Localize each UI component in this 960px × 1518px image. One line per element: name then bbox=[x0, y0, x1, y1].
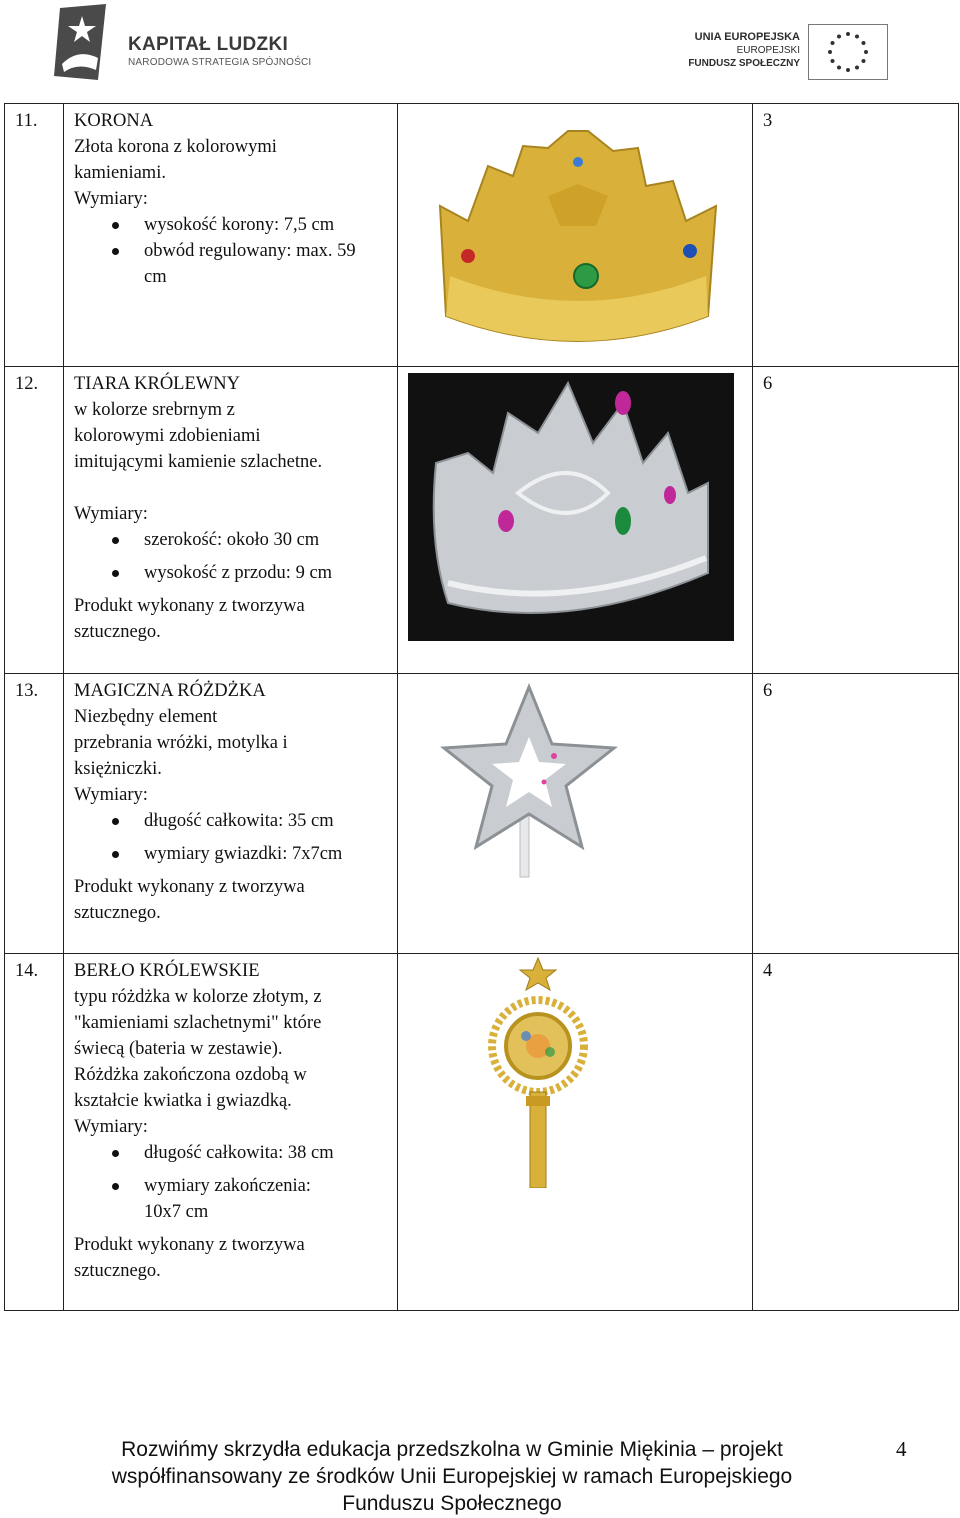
footer-text bbox=[52, 1436, 852, 1517]
star-wand-icon bbox=[434, 682, 624, 882]
spacer bbox=[74, 475, 391, 501]
eu-flag-icon bbox=[808, 24, 888, 80]
row-image-cell bbox=[398, 954, 753, 1311]
description-line: Złota korona z kolorowymi bbox=[74, 137, 277, 157]
material-note: Produkt wykonany z tworzywa sztucznego. bbox=[74, 877, 305, 923]
row-number: 14. bbox=[5, 954, 64, 1311]
description-line: imitującymi kamienie szlachetne. bbox=[74, 452, 323, 472]
description-line: kamieniami. bbox=[74, 163, 166, 183]
description-line: w kolorze srebrnym z bbox=[74, 400, 235, 420]
row-description bbox=[64, 674, 398, 954]
description-line: przebrania wróżki, motylka i bbox=[74, 733, 288, 753]
logo-left-subtitle: NARODOWA STRATEGIA SPÓJNOŚCI bbox=[128, 57, 312, 68]
list-item: długość całkowita: 35 cm bbox=[144, 808, 391, 834]
dimensions-label: Wymiary: bbox=[74, 1117, 148, 1137]
dimensions-list bbox=[74, 808, 391, 867]
description-line: Niezbędny element bbox=[74, 707, 218, 727]
dimensions-label: Wymiary: bbox=[74, 785, 148, 805]
product-name: TIARA KRÓLEWNY bbox=[74, 374, 240, 394]
description-line: typu różdżka w kolorze złotym, z bbox=[74, 987, 322, 1007]
eu-logo-text bbox=[688, 31, 800, 70]
list-item: obwód regulowany: max. 59 cm bbox=[144, 238, 374, 290]
crown-icon bbox=[428, 126, 728, 351]
row-number: 13. bbox=[5, 674, 64, 954]
list-item: wysokość korony: 7,5 cm bbox=[144, 212, 391, 238]
list-item: wymiary zakończenia: 10x7 cm bbox=[144, 1173, 344, 1225]
description-line: kolorowymi zdobieniami bbox=[74, 426, 261, 446]
star-wand-image bbox=[398, 674, 752, 946]
row-description bbox=[64, 954, 398, 1311]
row-image-cell bbox=[398, 674, 753, 954]
row-quantity: 4 bbox=[753, 954, 959, 1311]
product-name: KORONA bbox=[74, 111, 154, 131]
dimensions-list bbox=[74, 212, 391, 290]
row-quantity: 6 bbox=[753, 674, 959, 954]
material-note: Produkt wykonany z tworzywa sztucznego. bbox=[74, 1235, 305, 1281]
page-number: 4 bbox=[896, 1437, 907, 1461]
row-quantity: 6 bbox=[753, 367, 959, 674]
eu-logo-line2: EUROPEJSKI bbox=[736, 45, 800, 56]
row-number: 12. bbox=[5, 367, 64, 674]
scepter-icon bbox=[478, 956, 598, 1188]
material-note: Produkt wykonany z tworzywa sztucznego. bbox=[74, 596, 305, 642]
eu-logo bbox=[688, 22, 892, 82]
description-line: księżniczki. bbox=[74, 759, 162, 779]
table-row bbox=[5, 367, 959, 674]
kapital-ludzki-emblem-icon bbox=[52, 4, 112, 84]
row-number: 11. bbox=[5, 104, 64, 367]
table-row bbox=[5, 674, 959, 954]
row-description bbox=[64, 104, 398, 367]
table-row bbox=[5, 954, 959, 1311]
silver-tiara-image bbox=[398, 367, 752, 667]
row-image-cell bbox=[398, 367, 753, 674]
dimensions-label: Wymiary: bbox=[74, 504, 148, 524]
eu-logo-line1: UNIA EUROPEJSKA bbox=[694, 31, 800, 43]
tiara-icon bbox=[408, 373, 734, 641]
gold-crown-image bbox=[398, 104, 752, 362]
footer-line: Funduszu Społecznego bbox=[342, 1492, 562, 1515]
kapital-ludzki-logo bbox=[52, 4, 312, 84]
list-item: długość całkowita: 38 cm bbox=[144, 1140, 391, 1166]
product-table bbox=[4, 103, 959, 1311]
eu-logo-line3: FUNDUSZ SPOŁECZNY bbox=[688, 58, 800, 69]
product-name: MAGICZNA RÓŻDŻKA bbox=[74, 681, 266, 701]
description-line: "kamieniami szlachetnymi" które bbox=[74, 1013, 322, 1033]
dimensions-list bbox=[74, 1140, 391, 1225]
table-row bbox=[5, 104, 959, 367]
description-line: świecą (bateria w zestawie). bbox=[74, 1039, 283, 1059]
dimensions-label: Wymiary: bbox=[74, 189, 148, 209]
footer-line: współfinansowany ze środków Unii Europejskiej w ramach Europejskiego bbox=[111, 1465, 793, 1488]
list-item: wysokość z przodu: 9 cm bbox=[144, 560, 391, 586]
list-item: wymiary gwiazdki: 7x7cm bbox=[144, 841, 391, 867]
row-quantity: 3 bbox=[753, 104, 959, 367]
gold-scepter-image bbox=[398, 954, 752, 1304]
list-item: szerokość: około 30 cm bbox=[144, 527, 391, 553]
row-image-cell bbox=[398, 104, 753, 367]
description-line: kształcie kwiatka i gwiazdką. bbox=[74, 1091, 292, 1111]
description-line: Różdżka zakończona ozdobą w bbox=[74, 1065, 307, 1085]
logo-left-title: KAPITAŁ LUDZKI bbox=[128, 34, 289, 55]
footer-line: Rozwińmy skrzydła edukacja przedszkolna w Gminie Miękinia – projekt bbox=[121, 1438, 783, 1461]
dimensions-list bbox=[74, 527, 391, 586]
row-description bbox=[64, 367, 398, 674]
product-name: BERŁO KRÓLEWSKIE bbox=[74, 961, 260, 981]
